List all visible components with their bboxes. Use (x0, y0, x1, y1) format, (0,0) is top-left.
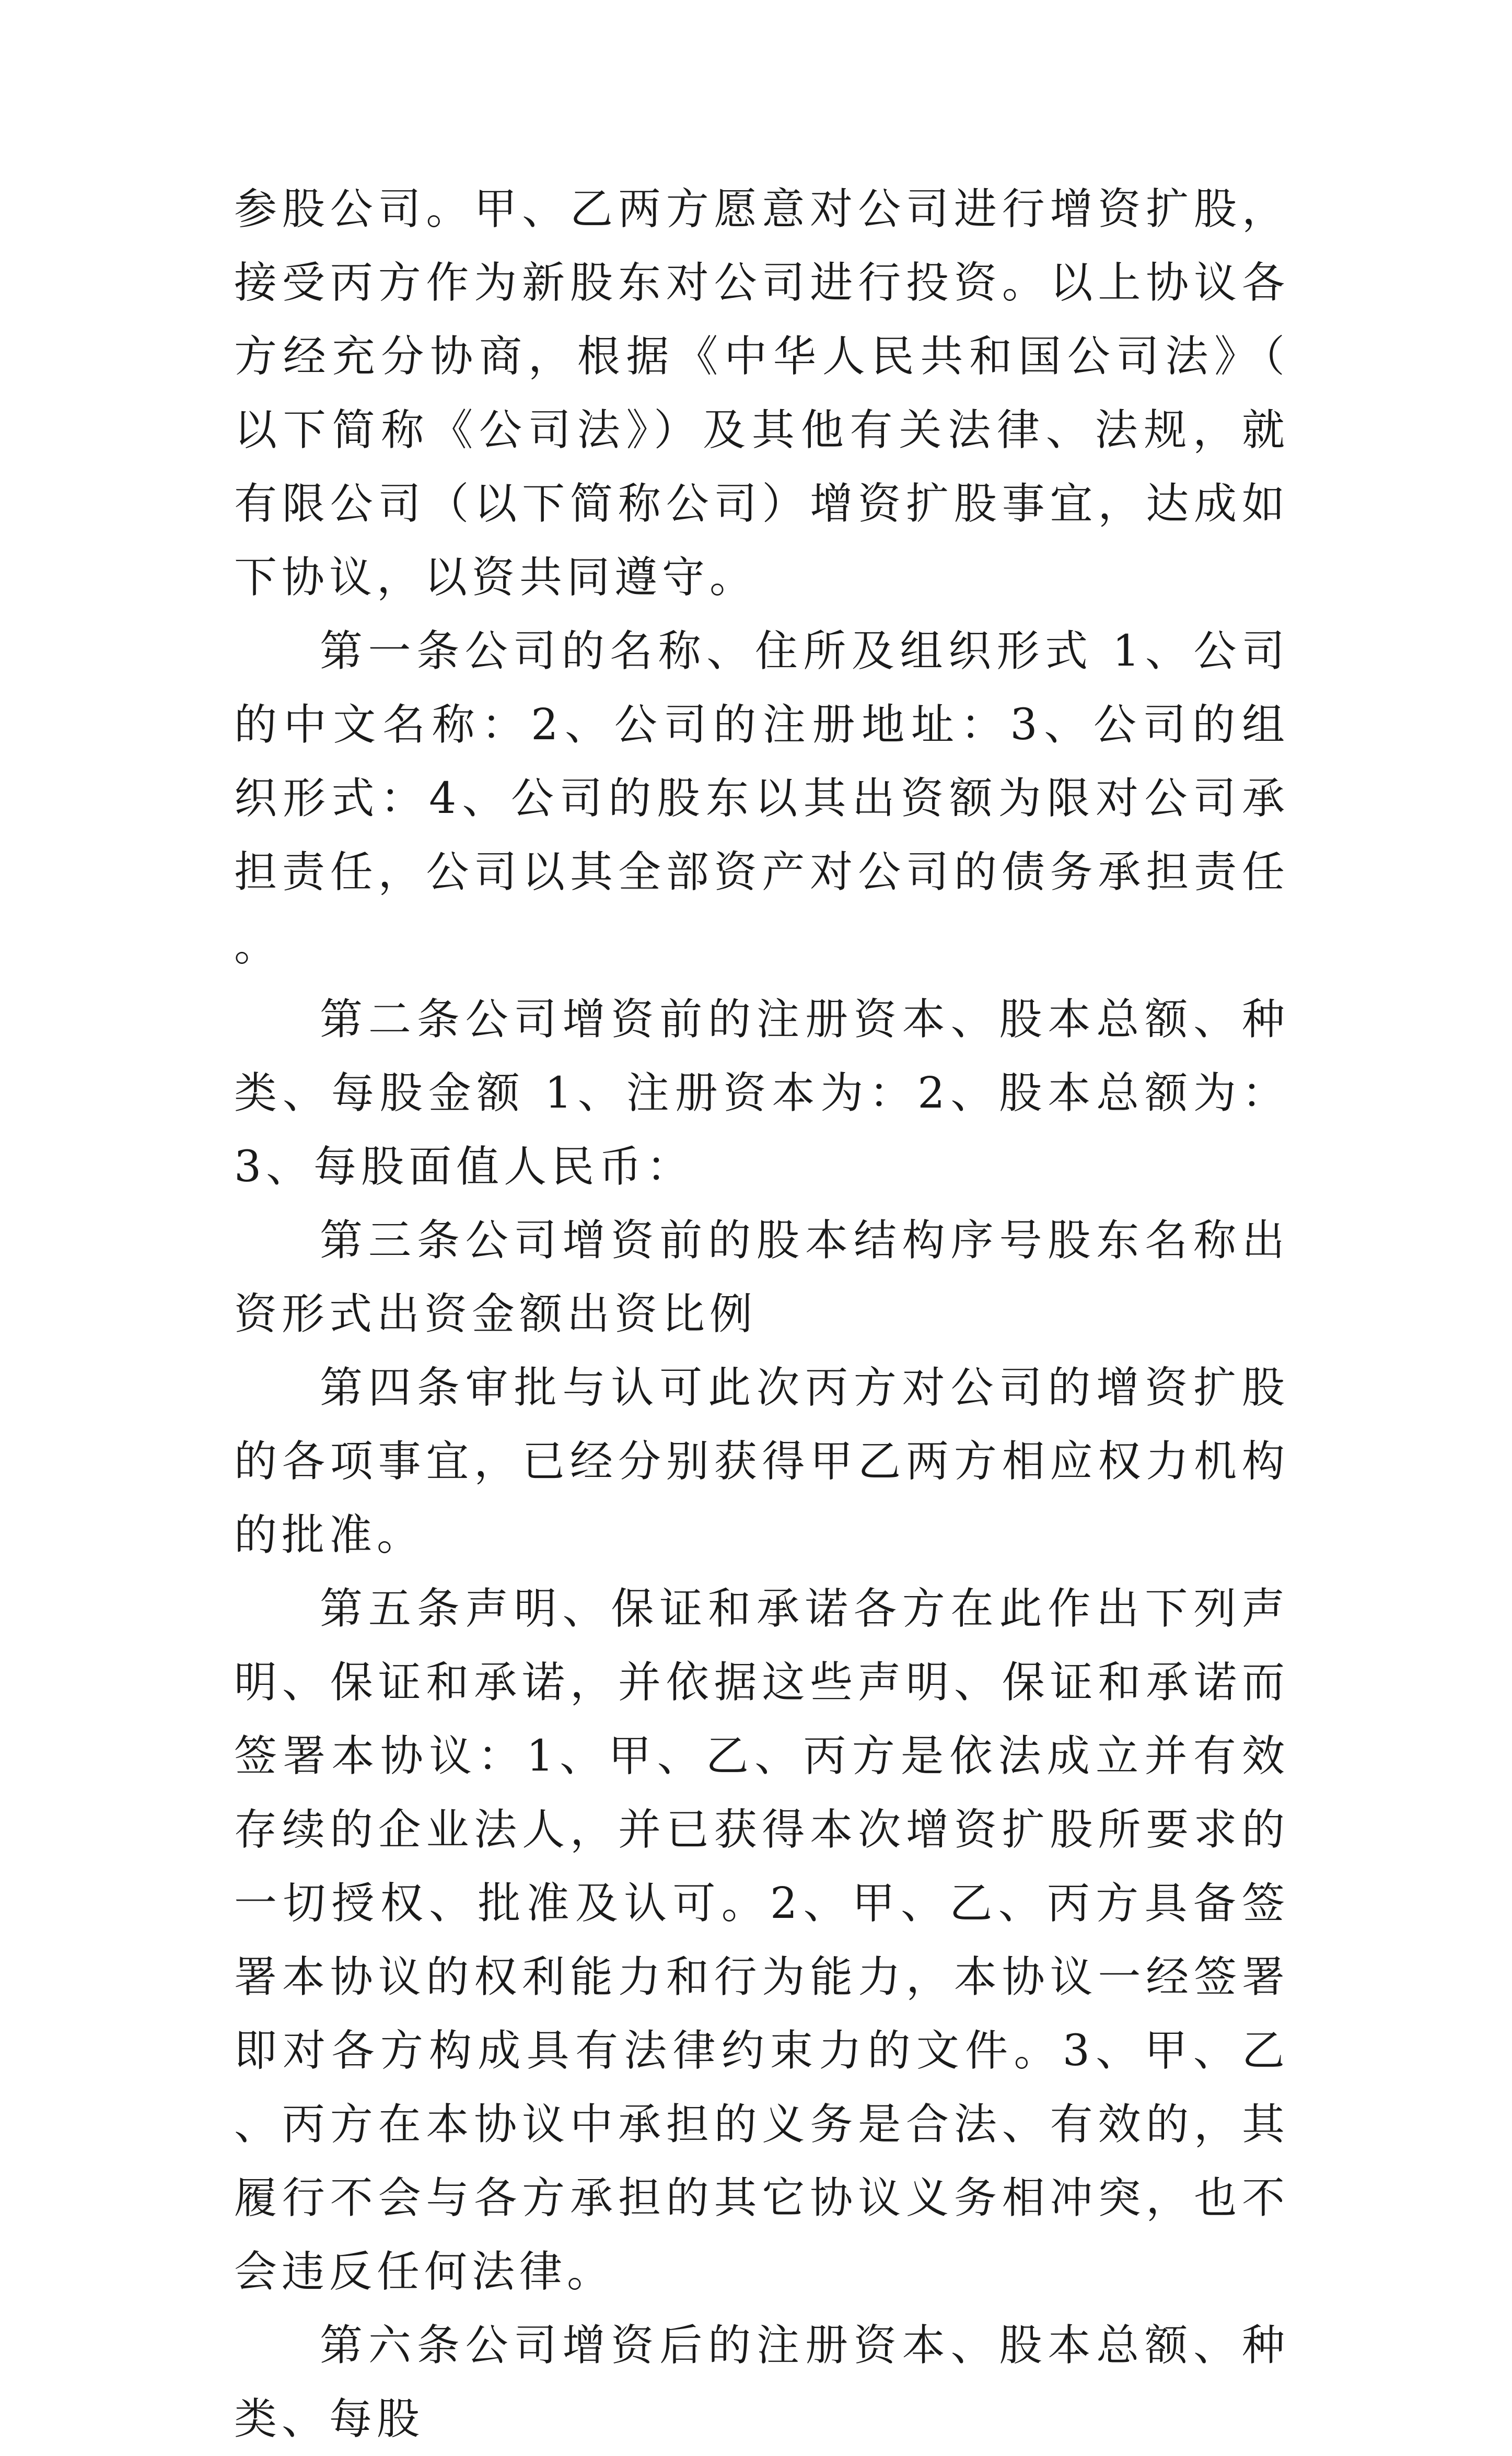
paragraph-article-5: 第五条声明、保证和承诺各方在此作出下列声明、保证和承诺，并依据这些声明、保证和承诺而签署本协议：1、甲、乙、丙方是依法成立并有效存续的企业法人，并已获得本次增资扩股所要求的一切授权、批准及认可。2、甲、乙、丙方具备签署本协议的权利能力和行为能力，本协议一经签署即对各方构成具有法律约束力的文件。3、甲、乙、丙方在本协议中承担的义务是合法、有效的，其履行不会与各方承担的其它协议义务相冲突，也不会违反任何法律。 (234, 1584, 1289, 2297)
paragraph-article-4: 第四条审批与认可此次丙方对公司的增资扩股的各项事宜，已经分别获得甲乙两方相应权力机构的批准。 (234, 1363, 1289, 1560)
paragraph-article-3: 第三条公司增资前的股本结构序号股东名称出资形式出资金额出资比例 (234, 1216, 1289, 1339)
document-body (234, 172, 1289, 2456)
paragraph-article-1: 第一条公司的名称、住所及组织形式 1、公司的中文名称：2、公司的注册地址：3、公司的组织形式：4、公司的股东以其出资额为限对公司承担责任，公司以其全部资产对公司的债务承担责任。 (234, 626, 1289, 971)
paragraph-article-6: 第六条公司增资后的注册资本、股本总额、种类、每股 (234, 2321, 1289, 2444)
paragraph-article-2: 第二条公司增资前的注册资本、股本总额、种类、每股金额 1、注册资本为：2、股本总额为：3、每股面值人民币： (234, 995, 1289, 1192)
paragraph-preamble-continuation: 参股公司。甲、乙两方愿意对公司进行增资扩股，接受丙方作为新股东对公司进行投资。以上协议各方经充分协商，根据《中华人民共和国公司法》（以下简称《公司法》）及其他有关法律、法规，就有限公司（以下简称公司）增资扩股事宜，达成如下协议，以资共同遵守。 (234, 184, 1289, 602)
